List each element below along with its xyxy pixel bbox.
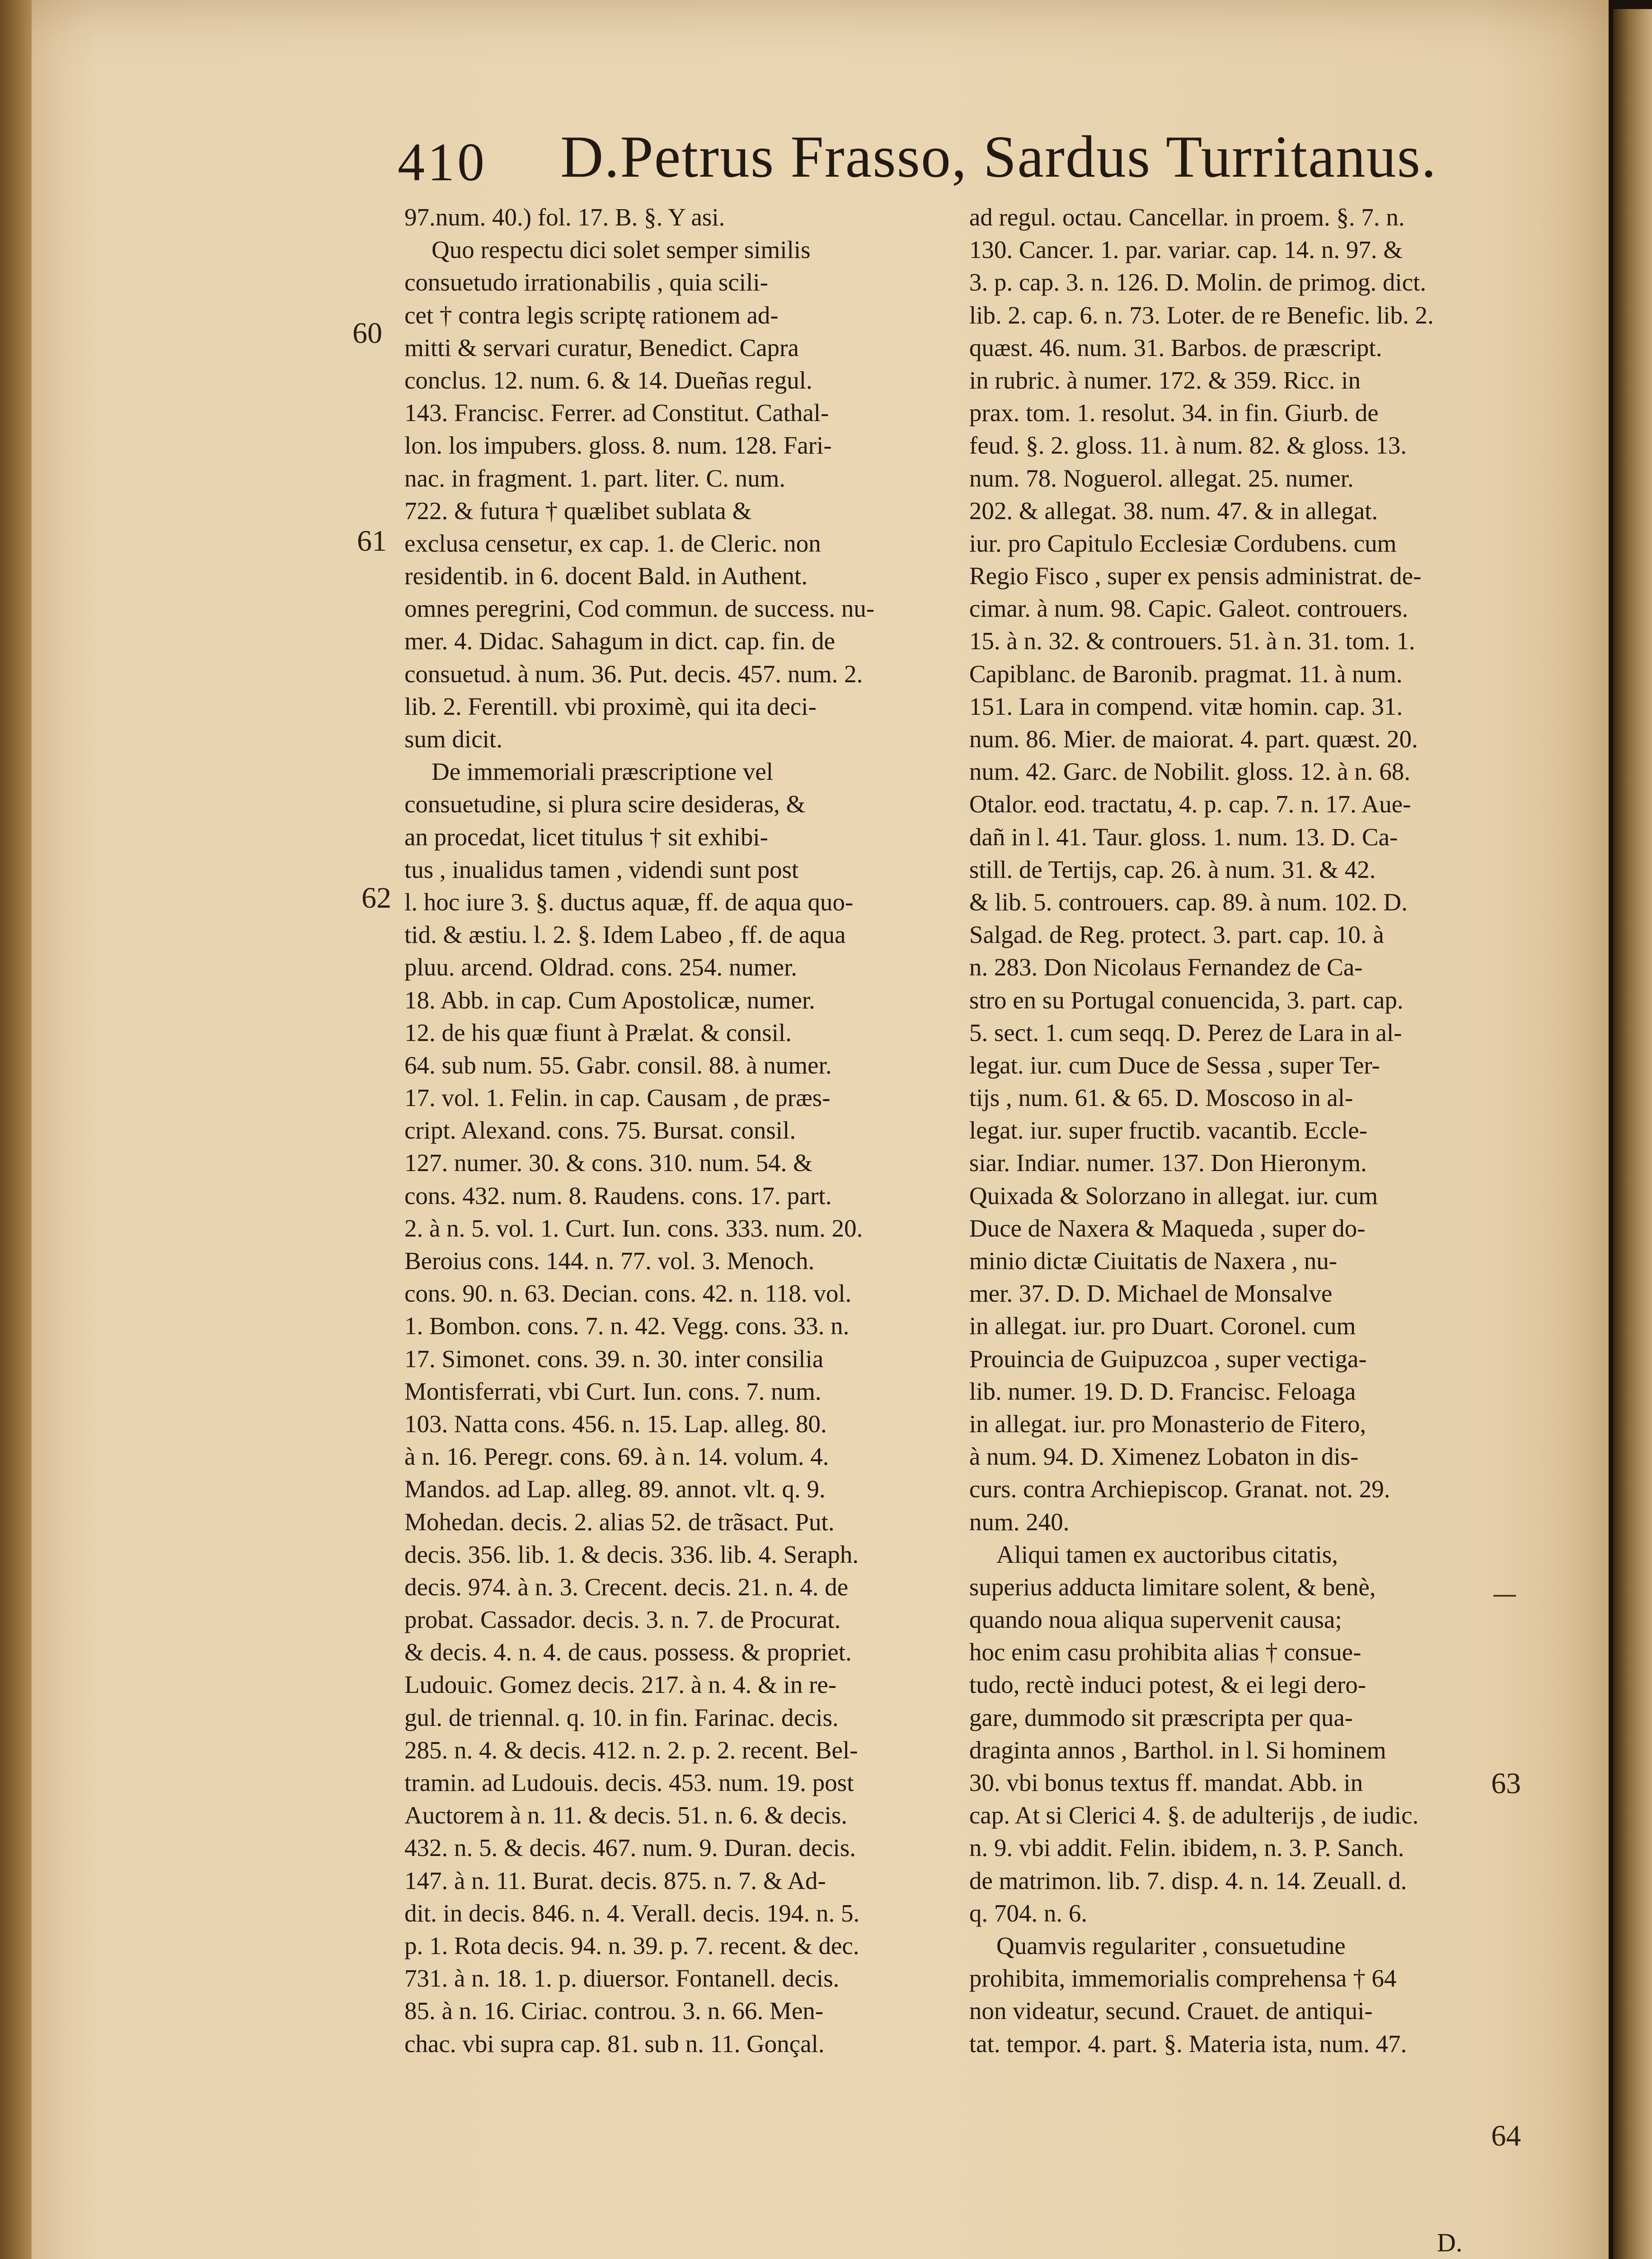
text-line: 97.num. 40.) fol. 17. B. §. Y asi.: [404, 203, 725, 231]
text-line: feud. §. 2. gloss. 11. à num. 82. & gloss. 13.: [969, 431, 1407, 459]
text-line: cimar. à num. 98. Capic. Galeot. controuers.: [969, 595, 1408, 623]
text-line: 202. & allegat. 38. num. 47. & in allegat.: [969, 497, 1378, 525]
text-line: still. de Tertijs, cap. 26. à num. 31. & 42.: [969, 855, 1376, 883]
text-line: pluu. arcend. Oldrad. cons. 254. numer.: [404, 953, 798, 981]
text-line: Mandos. ad Lap. alleg. 89. annot. vlt. q. 9.: [404, 1475, 826, 1503]
text-line: à n. 16. Peregr. cons. 69. à n. 14. volum. 4.: [404, 1443, 829, 1471]
left-column: [404, 201, 901, 2060]
text-line: legat. iur. super fructib. vacantib. Eccle-: [969, 1116, 1368, 1144]
text-line: Montisferrati, vbi Curt. Iun. cons. 7. num.: [404, 1377, 821, 1405]
text-line: consuetudo irrationabilis , quia scili-: [404, 268, 768, 296]
text-line: mer. 37. D. D. Michael de Monsalve: [969, 1279, 1333, 1308]
text-line: gare, dummodo sit præscripta per qua-: [969, 1703, 1353, 1731]
text-line: an procedat, licet titulus † sit exhibi-: [404, 823, 768, 851]
text-line: tat. tempor. 4. part. §. Materia ista, num. 47.: [969, 2029, 1407, 2057]
text-line: lib. 2. cap. 6. n. 73. Loter. de re Benefic. lib. 2.: [969, 301, 1434, 329]
text-line: exclusa censetur, ex cap. 1. de Cleric. non: [404, 529, 821, 557]
text-line: Quamvis regulariter , consuetudine: [996, 1931, 1346, 1959]
text-line: q. 704. n. 6.: [969, 1899, 1088, 1927]
text-line: 2. à n. 5. vol. 1. Curt. Iun. cons. 333. num. 20.: [404, 1214, 863, 1242]
text-line: quando noua aliqua supervenit causa;: [969, 1606, 1342, 1634]
text-line: tudo, rectè induci potest, & ei legi dero-: [969, 1671, 1366, 1699]
text-line: omnes peregrini, Cod commun. de success. nu-: [404, 595, 875, 623]
text-line: num. 42. Garc. de Nobilit. gloss. 12. à n. 68.: [969, 758, 1411, 786]
text-line: tus , inualidus tamen , videndi sunt post: [404, 855, 799, 883]
text-line: Ludouic. Gomez decis. 217. à n. 4. & in re-: [404, 1671, 837, 1699]
text-line: 127. numer. 30. & cons. 310. num. 54. &: [404, 1149, 812, 1177]
text-line: Quo respectu dici solet semper similis: [432, 236, 811, 264]
margin-number: 60: [352, 317, 382, 350]
text-line: decis. 974. à n. 3. Crecent. decis. 21. n. 4. de: [404, 1573, 849, 1601]
text-line: Auctorem à n. 11. & decis. 51. n. 6. & decis.: [404, 1801, 848, 1829]
text-line: Beroius cons. 144. n. 77. vol. 3. Menoch.: [404, 1247, 815, 1275]
text-line: Capiblanc. de Baronib. pragmat. 11. à num.: [969, 660, 1403, 688]
text-line: probat. Cassador. decis. 3. n. 7. de Procurat.: [404, 1606, 841, 1634]
text-line: draginta annos , Barthol. in l. Si hominem: [969, 1736, 1386, 1764]
text-line: conclus. 12. num. 6. & 14. Dueñas regul.: [404, 366, 812, 394]
text-line: de matrimon. lib. 7. disp. 4. n. 14. Zeuall. d.: [969, 1866, 1407, 1894]
margin-number: 61: [357, 525, 387, 558]
text-line: 151. Lara in compend. vitæ homin. cap. 31.: [969, 692, 1403, 720]
text-line: consuetudine, si plura scire desideras, &: [404, 790, 806, 818]
text-line: in allegat. iur. pro Monasterio de Fitero,: [969, 1410, 1366, 1438]
text-line: p. 1. Rota decis. 94. n. 39. p. 7. recent. & dec.: [404, 1931, 859, 1959]
text-line: legat. iur. cum Duce de Sessa , super Ter-: [969, 1051, 1380, 1079]
text-line: residentib. in 6. docent Bald. in Authent.: [404, 562, 808, 590]
text-line: Mohedan. decis. 2. alias 52. de trãsact. Put.: [404, 1508, 835, 1536]
text-line: 1. Bombon. cons. 7. n. 42. Vegg. cons. 33. n.: [404, 1312, 849, 1340]
text-line: prohibita, immemorialis comprehensa † 64: [969, 1964, 1397, 1992]
text-line: cript. Alexand. cons. 75. Bursat. consil.: [404, 1116, 796, 1144]
text-line: dit. in decis. 846. n. 4. Verall. decis. 194. n. 5.: [404, 1899, 860, 1927]
text-line: stro en su Portugal conuencida, 3. part. cap.: [969, 986, 1403, 1014]
text-line: nac. in fragment. 1. part. liter. C. num.: [404, 464, 786, 492]
text-line: Duce de Naxera & Maqueda , super do-: [969, 1214, 1366, 1242]
text-line: dañ in l. 41. Taur. gloss. 1. num. 13. D. Ca-: [969, 823, 1398, 851]
margin-number: 63: [1491, 1767, 1521, 1800]
text-line: Quixada & Solorzano in allegat. iur. cum: [969, 1181, 1378, 1209]
adjacent-page-edge: [1613, 9, 1652, 2259]
text-line: tid. & æstiu. l. 2. §. Idem Labeo , ff. de aqua: [404, 921, 846, 949]
text-line: 147. à n. 11. Burat. decis. 875. n. 7. & Ad-: [404, 1866, 826, 1894]
text-line: 17. vol. 1. Felin. in cap. Causam , de præs-: [404, 1084, 831, 1112]
text-line: tramin. ad Ludouis. decis. 453. num. 19. post: [404, 1769, 854, 1796]
text-line: decis. 356. lib. 1. & decis. 336. lib. 4. Seraph.: [404, 1540, 859, 1568]
text-line: De immemoriali præscriptione vel: [432, 758, 774, 786]
page-header: [398, 122, 1437, 194]
text-line: 103. Natta cons. 456. n. 15. Lap. alleg. 80.: [404, 1410, 827, 1438]
text-line: in rubric. à numer. 172. & 359. Ricc. in: [969, 366, 1361, 394]
text-line: curs. contra Archiepiscop. Granat. not. 29.: [969, 1475, 1390, 1503]
margin-number: 62: [361, 881, 391, 914]
text-line: siar. Indiar. numer. 137. Don Hieronym.: [969, 1149, 1367, 1177]
text-line: iur. pro Capitulo Ecclesiæ Cordubens. cum: [969, 529, 1397, 557]
text-line: Otalor. eod. tractatu, 4. p. cap. 7. n. 17. Aue-: [969, 790, 1411, 818]
text-line: quæst. 46. num. 31. Barbos. de præscript.: [969, 333, 1382, 361]
text-line: cap. At si Clerici 4. §. de adulterijs , de iudic.: [969, 1801, 1419, 1829]
text-line: sum dicit.: [404, 725, 502, 753]
text-line: Aliqui tamen ex auctoribus citatis,: [996, 1540, 1338, 1568]
text-line: cons. 90. n. 63. Decian. cons. 42. n. 118. vol.: [404, 1279, 852, 1308]
catchword: D.: [1437, 2228, 1463, 2257]
page-number: 410: [398, 132, 487, 192]
text-line: 130. Cancer. 1. par. variar. cap. 14. n. 97. &: [969, 236, 1403, 264]
margin-number: 64: [1491, 2119, 1521, 2152]
text-line: lib. 2. Ferentill. vbi proximè, qui ita deci-: [404, 692, 817, 720]
text-line: superius adducta limitare solent, & benè,: [969, 1573, 1376, 1601]
text-line: cons. 432. num. 8. Raudens. cons. 17. part.: [404, 1181, 832, 1209]
text-line: non videatur, secund. Crauet. de antiqui-: [969, 1997, 1373, 2025]
text-line: minio dictæ Ciuitatis de Naxera , nu-: [969, 1247, 1338, 1275]
text-line: & lib. 5. controuers. cap. 89. à num. 102. D.: [969, 888, 1408, 916]
text-line: 12. de his quæ fiunt à Prælat. & consil.: [404, 1018, 792, 1046]
text-line: lib. numer. 19. D. D. Francisc. Feloaga: [969, 1377, 1356, 1405]
text-line: 3. p. cap. 3. n. 126. D. Molin. de primog. dict.: [969, 268, 1427, 296]
marginal-dash: [1493, 1595, 1516, 1597]
text-line: 285. n. 4. & decis. 412. n. 2. p. 2. recent. Bel-: [404, 1736, 858, 1764]
right-column: [969, 201, 1466, 2060]
text-line: 15. à n. 32. & controuers. 51. à n. 31. tom. 1.: [969, 627, 1415, 655]
book-spine: [0, 0, 32, 2259]
text-line: num. 86. Mier. de maiorat. 4. part. quæst. 20.: [969, 725, 1418, 753]
text-line: 64. sub num. 55. Gabr. consil. 88. à numer.: [404, 1051, 832, 1079]
text-line: hoc enim casu prohibita alias † consue-: [969, 1638, 1361, 1666]
text-line: cet † contra legis scriptę rationem ad-: [404, 301, 779, 329]
text-line: mitti & servari curatur, Benedict. Capra: [404, 333, 799, 361]
text-line: à num. 94. D. Ximenez Lobaton in dis-: [969, 1443, 1359, 1471]
text-line: 5. sect. 1. cum seqq. D. Perez de Lara in al-: [969, 1018, 1402, 1046]
text-line: 18. Abb. in cap. Cum Apostolicæ, numer.: [404, 986, 816, 1014]
text-line: lon. los impubers. gloss. 8. num. 128. Fari-: [404, 431, 832, 459]
text-line: mer. 4. Didac. Sahagum in dict. cap. fin. de: [404, 627, 835, 655]
text-line: 143. Francisc. Ferrer. ad Constitut. Cathal-: [404, 399, 829, 427]
text-line: 731. à n. 18. 1. p. diuersor. Fontanell. decis.: [404, 1964, 840, 1992]
text-line: n. 283. Don Nicolaus Fernandez de Ca-: [969, 953, 1363, 981]
text-line: prax. tom. 1. resolut. 34. in fin. Giurb. de: [969, 399, 1379, 427]
text-line: n. 9. vbi addit. Felin. ibidem, n. 3. P. Sanch.: [969, 1834, 1404, 1862]
text-line: Prouincia de Guipuzcoa , super vectiga-: [969, 1345, 1367, 1373]
text-line: 17. Simonet. cons. 39. n. 30. inter consilia: [404, 1345, 824, 1373]
text-line: num. 240.: [969, 1508, 1070, 1536]
text-line: 722. & futura † quælibet sublata &: [404, 497, 752, 525]
text-line: gul. de triennal. q. 10. in fin. Farinac. decis.: [404, 1703, 839, 1731]
text-line: & decis. 4. n. 4. de caus. possess. & propriet.: [404, 1638, 852, 1666]
text-line: in allegat. iur. pro Duart. Coronel. cum: [969, 1312, 1356, 1340]
text-line: chac. vbi supra cap. 81. sub n. 11. Gonçal.: [404, 2029, 825, 2057]
text-line: consuetud. à num. 36. Put. decis. 457. num. 2.: [404, 660, 863, 688]
text-line: num. 78. Noguerol. allegat. 25. numer.: [969, 464, 1354, 492]
text-line: 85. à n. 16. Ciriac. controu. 3. n. 66. Men-: [404, 1997, 824, 2025]
text-line: tijs , num. 61. & 65. D. Moscoso in al-: [969, 1084, 1353, 1112]
text-line: ad regul. octau. Cancellar. in proem. §. 7. n.: [969, 203, 1405, 231]
text-line: l. hoc iure 3. §. ductus aquæ, ff. de aqua quo-: [404, 888, 854, 916]
text-line: Salgad. de Reg. protect. 3. part. cap. 10. à: [969, 921, 1384, 949]
text-line: 432. n. 5. & decis. 467. num. 9. Duran. decis.: [404, 1834, 856, 1862]
text-line: Regio Fisco , super ex pensis administrat. de-: [969, 562, 1422, 590]
text-line: 30. vbi bonus textus ff. mandat. Abb. in: [969, 1769, 1363, 1796]
running-title: D.Petrus Frasso, Sardus Turritanus.: [560, 123, 1437, 190]
